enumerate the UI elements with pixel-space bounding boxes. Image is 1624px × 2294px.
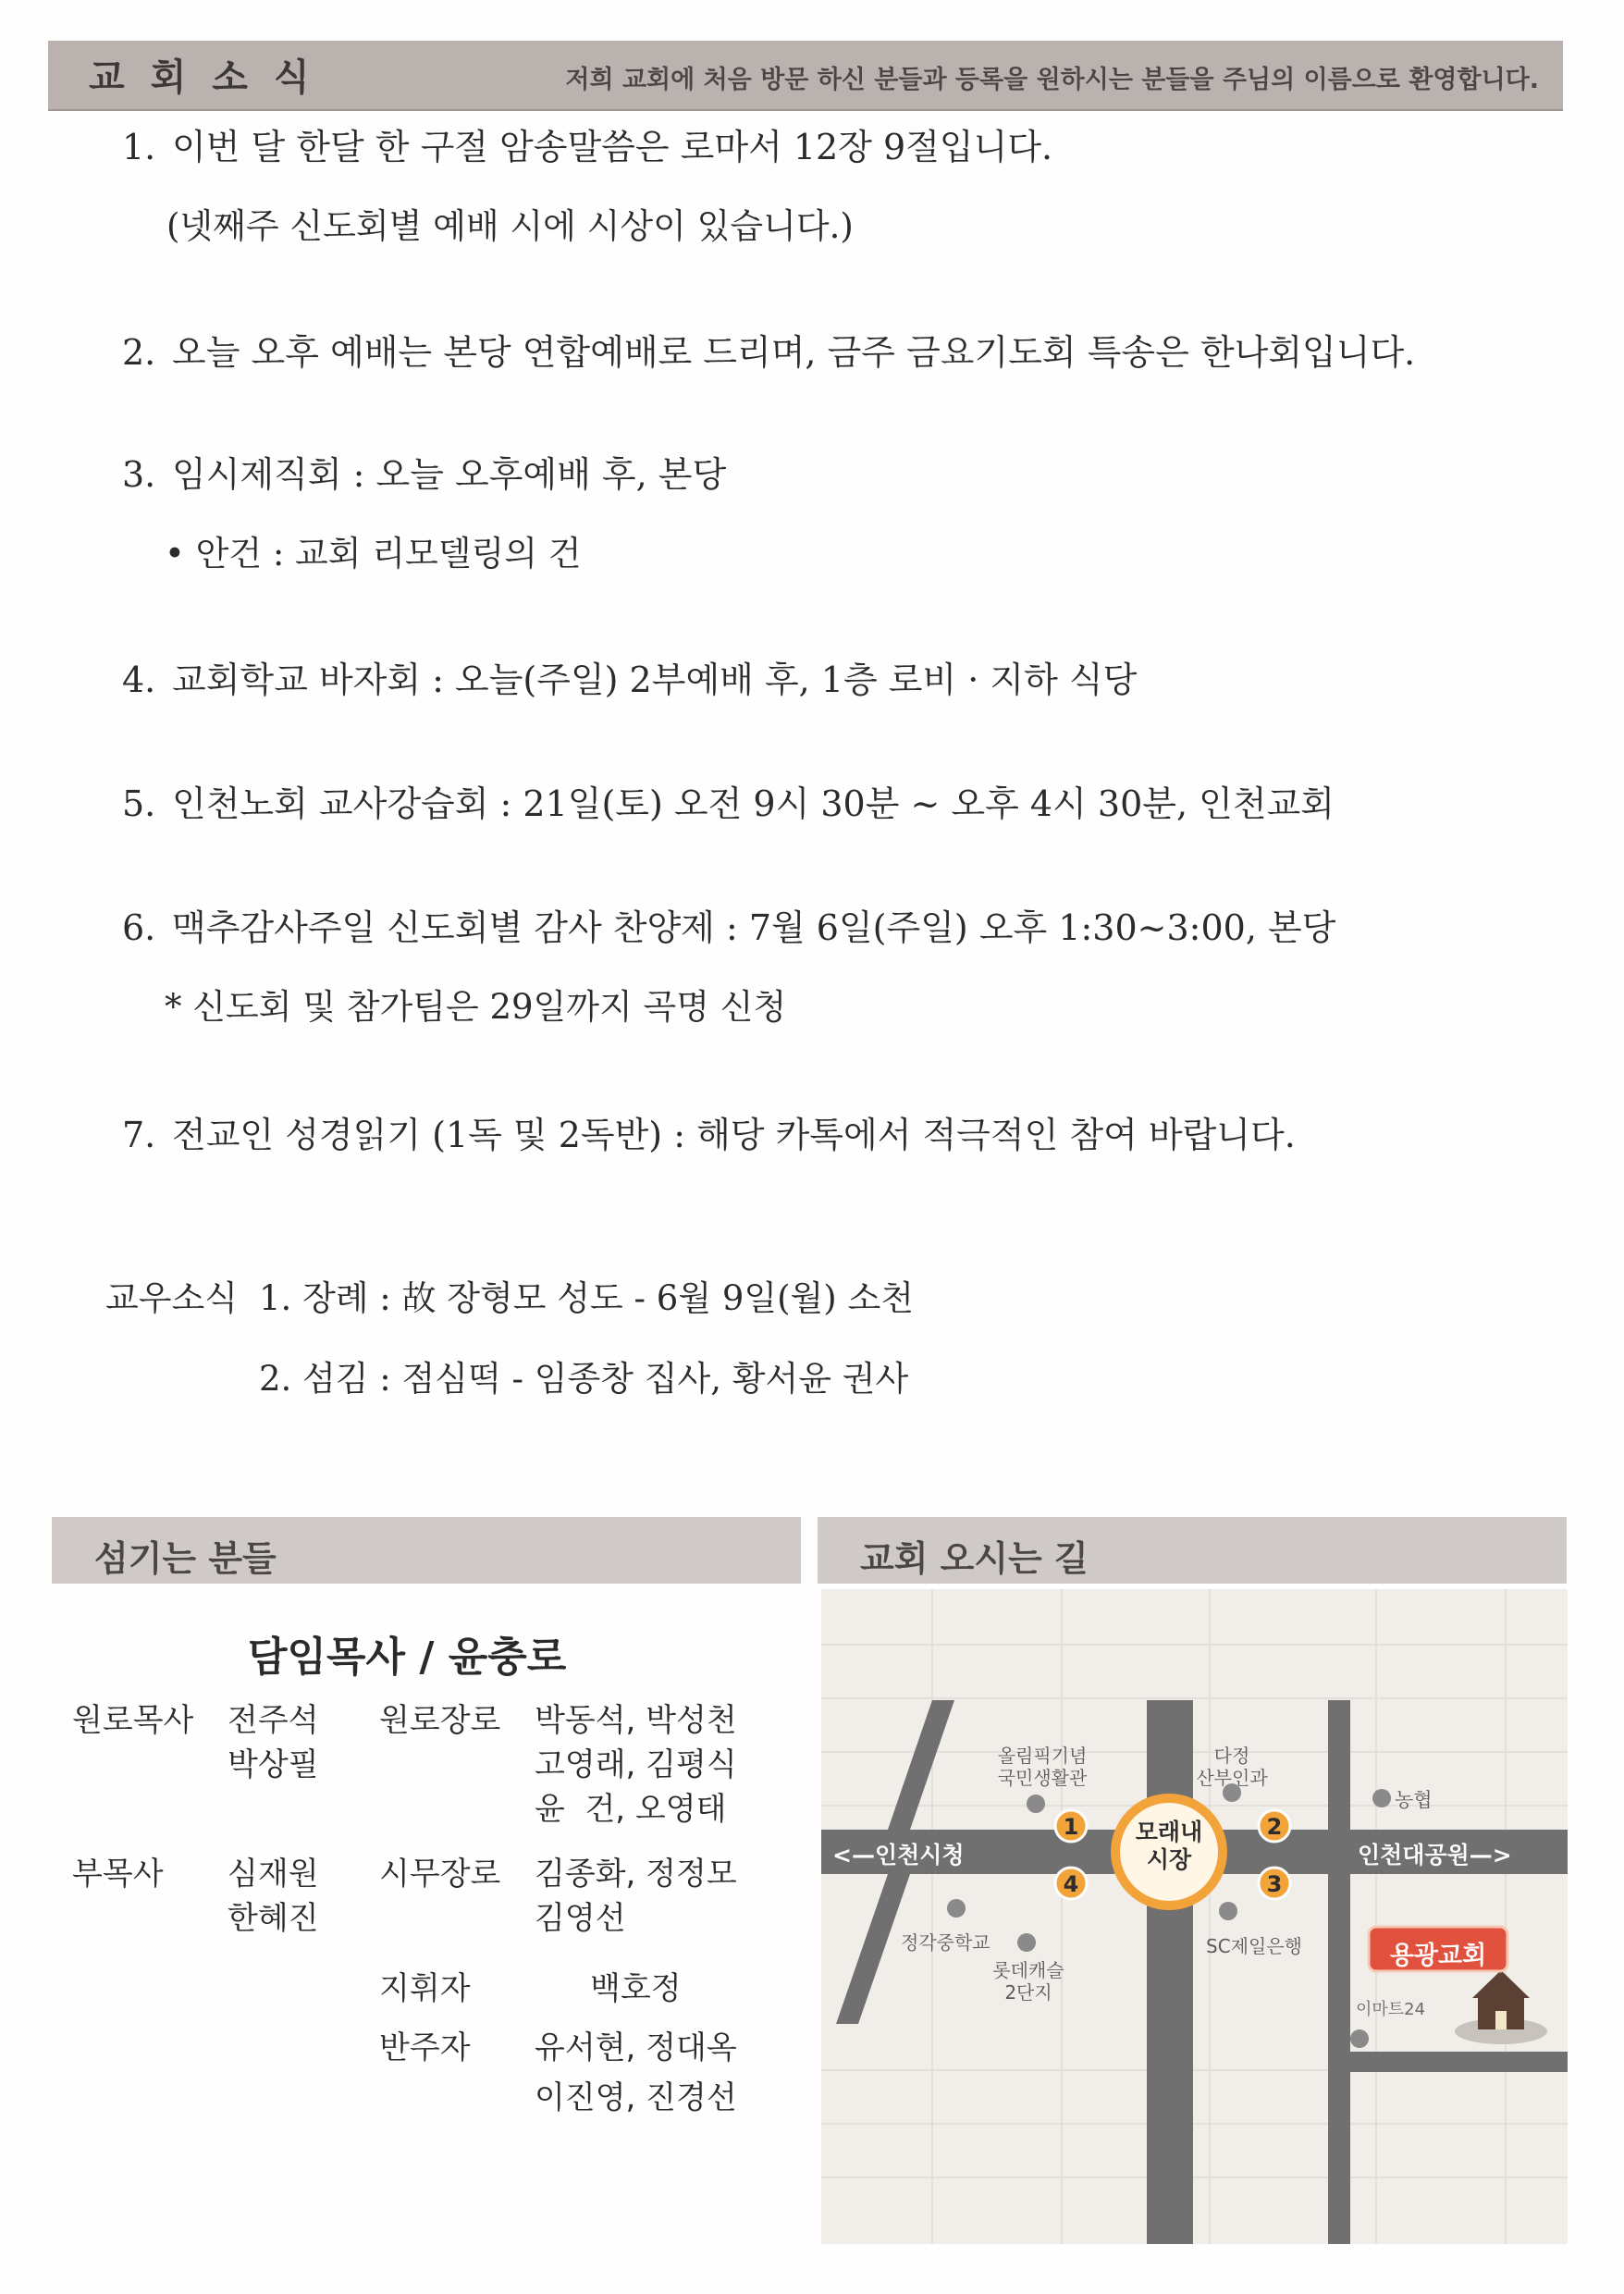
landmark-olympic-hall: 올림픽기념 국민생활관 — [997, 1745, 1088, 1789]
announcement-5: 5. 인천노회 교사강습회 : 21일(토) 오전 9시 30분 ~ 오후 4시 30분, 인천교회 — [122, 783, 1335, 824]
associate-pastor-label: 부목사 — [72, 1856, 164, 1893]
associate-pastor-2: 한혜진 — [228, 1900, 319, 1937]
active-elder-label: 시무장로 — [379, 1856, 501, 1893]
conductor-label: 지휘자 — [379, 1970, 471, 2007]
announcement-3: 3. 임시제직회 : 오늘 오후예배 후, 본당 — [122, 454, 727, 495]
conductor-name: 백호정 — [590, 1970, 682, 2007]
marker-3: 3 — [1266, 1871, 1283, 1897]
emeritus-pastor-label: 원로목사 — [72, 1702, 194, 1739]
announcement-1: 1. 이번 달 한달 한 구절 암송말씀은 로마서 12장 9절입니다. — [122, 127, 1053, 167]
news-header-bar — [48, 41, 1563, 111]
church-label: 용광교회 — [1389, 1942, 1487, 1970]
accompanist-label: 반주자 — [379, 2029, 471, 2066]
emeritus-elder-label: 원로장로 — [379, 1702, 501, 1739]
announcement-6: 6. 맥추감사주일 신도회별 감사 찬양제 : 7월 6일(주일) 오후 1:30~3:00, 본당 — [122, 907, 1336, 948]
associate-pastor-1: 심재원 — [228, 1856, 319, 1893]
directions-header-bar — [818, 1517, 1567, 1584]
senior-pastor: 담임목사 / 윤충로 — [248, 1634, 567, 1681]
directions-heading: 교회 오시는 길 — [860, 1538, 1089, 1579]
serving-header-bar — [52, 1517, 801, 1584]
landmark-lotte-castle: 롯데캐슬 2단지 — [992, 1959, 1064, 2004]
member-news-item-2: 2. 섬김 : 점심떡 - 임종창 집사, 황서윤 권사 — [259, 1359, 909, 1399]
marker-2: 2 — [1266, 1814, 1283, 1840]
accompanists-2: 이진영, 진경선 — [535, 2079, 737, 2116]
emeritus-elders-3: 윤 건, 오영태 — [535, 1791, 727, 1828]
map-drawing — [821, 1589, 1568, 2244]
landmark-obgyn: 다정 산부인과 — [1196, 1745, 1268, 1789]
accompanists-1: 유서현, 정대옥 — [535, 2029, 737, 2066]
landmark-emart24: 이마트24 — [1356, 2000, 1426, 2019]
announcement-4: 4. 교회학교 바자회 : 오늘(주일) 2부예배 후, 1층 로비 · 지하 식당 — [122, 660, 1138, 700]
bleed-through-grid — [821, 1589, 1568, 2244]
marker-1: 1 — [1063, 1814, 1079, 1840]
landmark-sc-bank: SC제일은행 — [1206, 1935, 1302, 1957]
directions-map — [821, 1589, 1568, 2244]
emeritus-pastor-2: 박상필 — [228, 1746, 319, 1783]
announcement-2: 2. 오늘 오후 예배는 본당 연합예배로 드리며, 금주 금요기도회 특송은 한나회입니다. — [122, 332, 1416, 373]
announcement-1-note: (넷째주 신도회별 예배 시에 시상이 있습니다.) — [166, 206, 854, 246]
marker-4: 4 — [1063, 1871, 1079, 1897]
announcement-7: 7. 전교인 성경읽기 (1독 및 2독반) : 해당 카톡에서 적극적인 참여 바랍니다. — [122, 1115, 1296, 1155]
emeritus-elders-2: 고영래, 김평식 — [535, 1746, 737, 1783]
active-elders-1: 김종화, 정정모 — [535, 1856, 737, 1893]
landmark-nonghyup: 농협 — [1395, 1789, 1433, 1811]
road-to-grand-park: 인천대공원—> — [1358, 1842, 1512, 1868]
landmark-middle-school: 정각중학교 — [901, 1931, 990, 1954]
member-news-label: 교우소식 — [105, 1278, 238, 1318]
announcement-6-note: * 신도회 및 참가팀은 29일까지 곡명 신청 — [165, 987, 787, 1027]
announcement-3-note: • 안건 : 교회 리모델링의 건 — [165, 534, 582, 574]
news-title: 교회소식 — [89, 56, 336, 99]
active-elders-2: 김영선 — [535, 1900, 626, 1937]
emeritus-pastor-1: 전주석 — [228, 1702, 319, 1739]
emeritus-elders-1: 박동석, 박성천 — [535, 1702, 737, 1739]
market-label: 모래내 시장 — [1135, 1819, 1203, 1873]
serving-heading: 섬기는 분들 — [94, 1538, 277, 1579]
road-to-city-hall: <—인천시청 — [832, 1842, 965, 1868]
member-news-item-1: 1. 장례 : 故 장형모 성도 - 6월 9일(월) 소천 — [259, 1278, 914, 1318]
welcome-message: 저희 교회에 처음 방문 하신 분들과 등록을 원하시는 분들을 주님의 이름으로 환영합니다. — [565, 66, 1539, 94]
